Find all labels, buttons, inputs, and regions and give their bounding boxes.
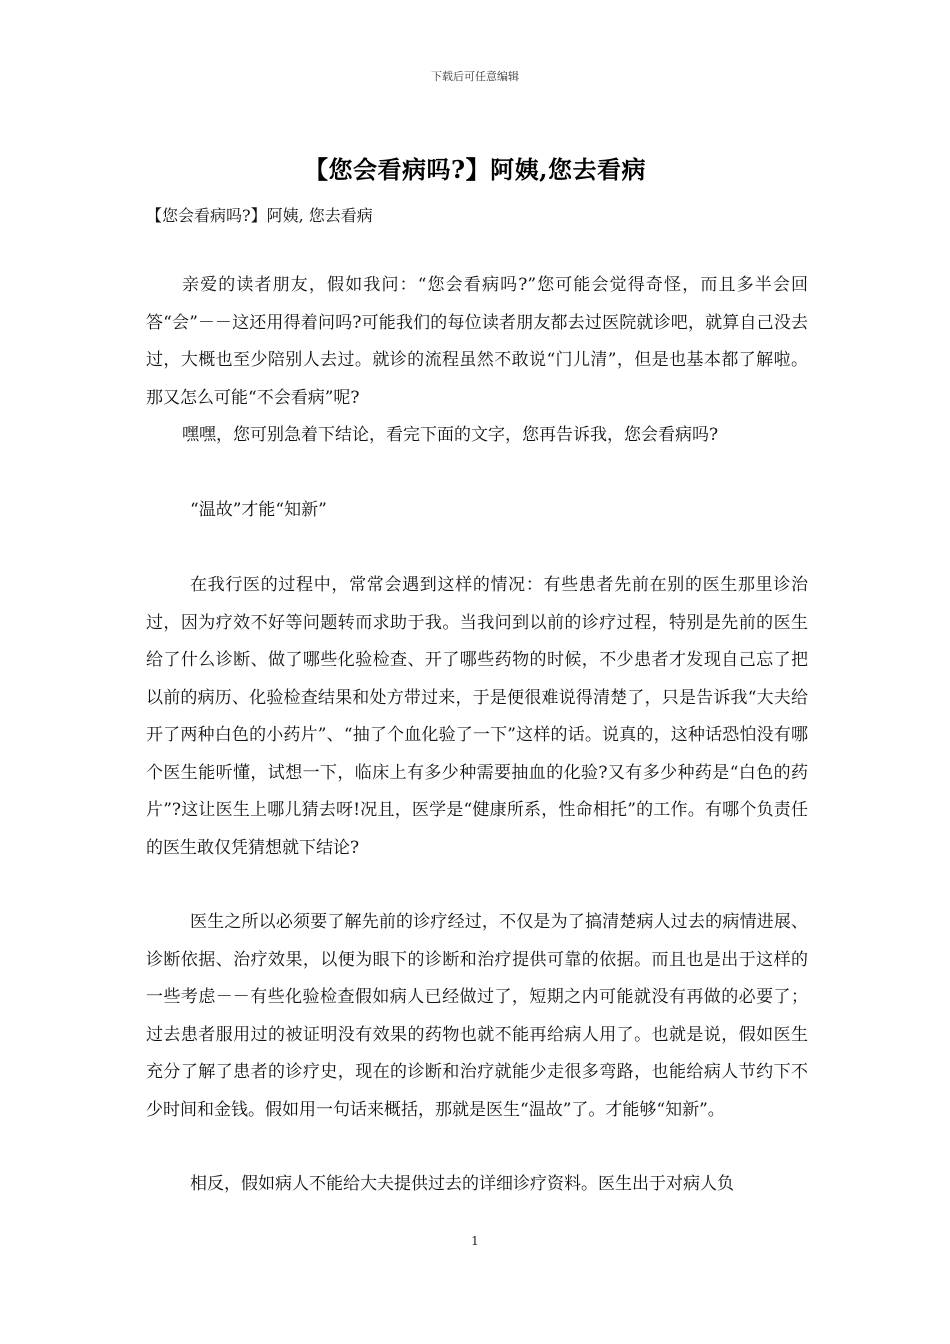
paragraph-intro: 亲爱的读者朋友，假如我问：“您会看病吗?”您可能会觉得奇怪，而且多半会回答“会”－－这还用得着问吗?可能我们的每位读者朋友都去过医院就诊吧，就算自己没去过，大概也至少陪别人去过。就诊的流程虽然不敢说“门儿清”，但是也基本都了解啦。那又怎么可能“不会看病”呢? (146, 275, 808, 408)
paragraph-experience: 在我行医的过程中，常常会遇到这样的情况：有些患者先前在别的医生那里诊治过，因为疗效不好等问题转而求助于我。当我问到以前的诊疗过程，特别是先前的医生给了什么诊断、做了哪些化验检查、开了哪些药物的时候，不少患者才发现自己忘了把以前的病历、化验检查结果和处方带过来，于是便很难说得清楚了，只是告诉我“大夫给开了两种白色的小药片”、“抽了个血化验了一下”这样的话。说真的，这种话恐怕没有哪个医生能听懂，试想一下，临床上有多少种需要抽血的化验?又有多少种药是“白色的药片”?这让医生上哪儿猜去呀!况且，医学是“健康所系，性命相托”的工作。有哪个负责任的医生敢仅凭猜想就下结论? (146, 575, 808, 858)
paragraph-reason: 医生之所以必须要了解先前的诊疗经过，不仅是为了搞清楚病人过去的病情进展、诊断依据、治疗效果，以便为眼下的诊断和治疗提供可靠的依据。而且也是出于这样的一些考虑－－有些化验检查假如病人已经做过了，短期之内可能就没有再做的必要了；过去患者服用过的被证明没有效果的药物也就不能再给病人用了。也就是说，假如医生充分了解了患者的诊疗史，现在的诊断和治疗就能少走很多弯路，也能给病人节约下不少时间和金钱。假如用一句话来概括，那就是医生“温故”了。才能够“知新”。 (146, 912, 808, 1120)
paragraph-contrary: 相反，假如病人不能给大夫提供过去的详细诊疗资料。医生出于对病人负 (190, 1174, 734, 1194)
page-header: 下载后可任意编辑 (431, 70, 519, 83)
document-subtitle: 【您会看病吗?】阿姨, 您去看病 (146, 206, 373, 225)
page-number: 1 (471, 1234, 479, 1248)
document-title: 【您会看病吗?】阿姨,您去看病 (304, 155, 646, 184)
paragraph-question: 嘿嘿，您可别急着下结论，看完下面的文字，您再告诉我，您会看病吗? (182, 425, 719, 445)
section-heading: “温故”才能“知新” (190, 500, 327, 520)
